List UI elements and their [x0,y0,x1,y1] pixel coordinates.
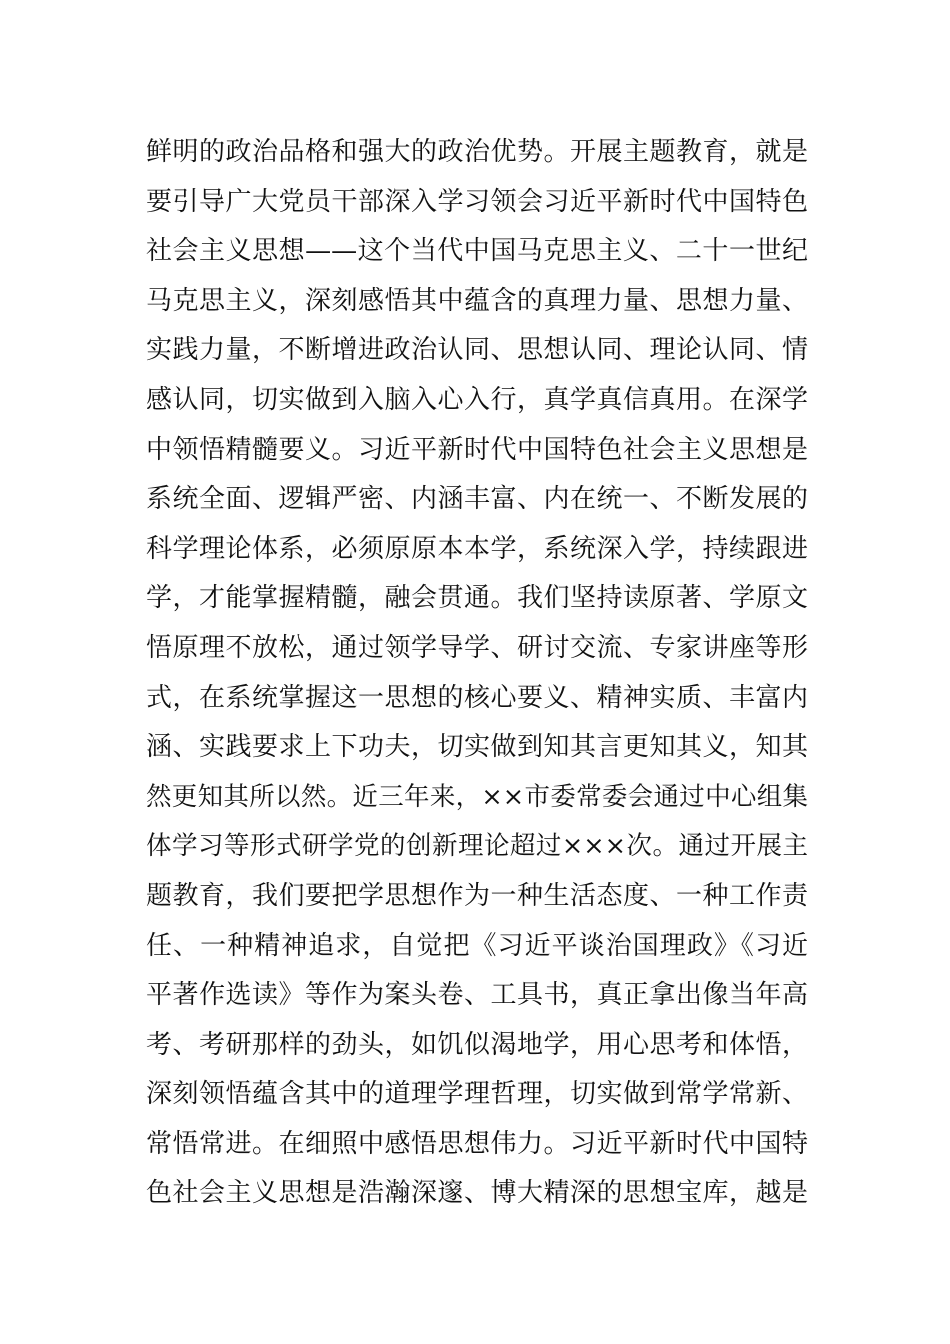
body-text [146,128,808,1219]
text-line: 感认同，切实做到入脑入心入行，真学真信真用。在深学 [146,384,808,415]
text-line: 平著作选读》等作为案头卷、工具书，真正拿出像当年高 [146,980,808,1011]
text-line: 马克思主义，深刻感悟其中蕴含的真理力量、思想力量、 [146,285,808,316]
text-line: 科学理论体系，必须原原本本学，系统深入学，持续跟进 [146,533,808,564]
text-line: 中领悟精髓要义。习近平新时代中国特色社会主义思想是 [146,434,808,465]
text-line: 实践力量，不断增进政治认同、思想认同、理论认同、情 [146,335,808,366]
text-line: 然更知其所以然。近三年来，××市委常委会通过中心组集 [146,781,808,812]
text-line: 题教育，我们要把学思想作为一种生活态度、一种工作责 [146,880,808,911]
text-line: 常悟常进。在细照中感悟思想伟力。习近平新时代中国特 [146,1128,808,1159]
text-line: 体学习等形式研学党的创新理论超过×××次。通过开展主 [146,831,808,862]
text-line: 系统全面、逻辑严密、内涵丰富、内在统一、不断发展的 [146,484,808,515]
text-line: 鲜明的政治品格和强大的政治优势。开展主题教育，就是 [146,137,808,167]
text-line: 深刻领悟蕴含其中的道理学理哲理，切实做到常学常新、 [146,1079,808,1110]
text-line: 涵、实践要求上下功夫，切实做到知其言更知其义，知其 [146,732,808,763]
text-line: 任、一种精神追求，自觉把《习近平谈治国理政》《习近 [146,930,808,961]
text-line: 要引导广大党员干部深入学习领会习近平新时代中国特色 [146,186,808,217]
text-line: 悟原理不放松，通过领学导学、研讨交流、专家讲座等形 [146,632,808,663]
text-line: 社会主义思想——这个当代中国马克思主义、二十一世纪 [146,236,808,267]
text-line: 色社会主义思想是浩瀚深邃、博大精深的思想宝库，越是 [146,1178,808,1209]
text-line: 考、考研那样的劲头，如饥似渴地学，用心思考和体悟， [146,1029,808,1060]
text-line: 学，才能掌握精髓，融会贯通。我们坚持读原著、学原文 [146,583,808,614]
text-line: 式，在系统掌握这一思想的核心要义、精神实质、丰富内 [146,682,808,713]
